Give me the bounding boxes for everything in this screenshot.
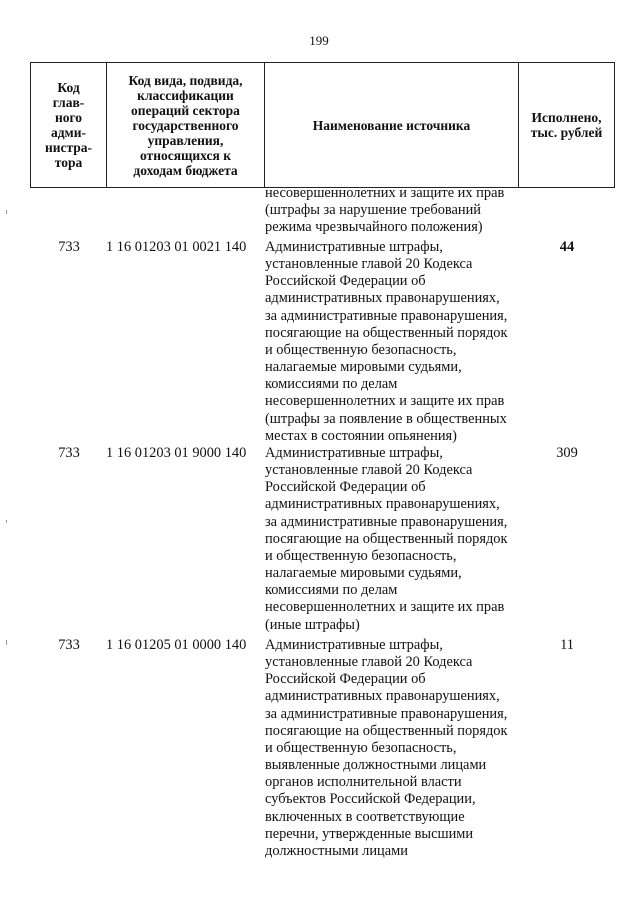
header-source-name (265, 63, 519, 188)
source-name-line: несовершеннолетних и защите их прав (265, 393, 505, 410)
source-name-cell (265, 239, 537, 445)
source-name-line: Российской Федерации об (265, 273, 426, 290)
header-admin-code (31, 63, 107, 188)
amount-cell: 309 (556, 445, 578, 461)
source-name-line: перечни, утвержденные высшими (265, 825, 474, 842)
header-classification-code (107, 63, 265, 188)
header-classification-line: управления, (147, 132, 224, 148)
admin-code-cell: 733 (58, 239, 80, 255)
header-executed-line: Исполнено, (531, 110, 602, 125)
source-name-line: и общественную безопасность, (265, 739, 457, 756)
header-admin-code-line: адми- (50, 125, 87, 140)
source-name-line: за административные правонарушения, (265, 307, 508, 324)
header-classification-line: операций сектора (131, 102, 240, 118)
source-name-line: Российской Федерации об (265, 479, 426, 496)
source-name-line: за административные правонарушения, (265, 513, 508, 530)
source-name-line: за административные правонарушения, (265, 705, 508, 722)
source-name-line: включенных в соответствующие (265, 808, 465, 825)
continuation-line: режима чрезвычайного положения) (265, 219, 483, 236)
source-name-line: должностными лицами (265, 842, 408, 859)
header-classification-line: относящихся к (139, 147, 231, 163)
source-name-line: местах в состоянии опьянения) (265, 427, 457, 444)
source-name-line: посягающие на общественный порядок (265, 722, 508, 739)
header-classification-line: государственного (132, 117, 239, 133)
source-name-line: Административные штрафы, (265, 637, 443, 653)
page-number: 199 (309, 33, 329, 48)
amount-cell: 11 (560, 637, 574, 653)
header-admin-code-line: ного (54, 110, 83, 125)
source-name-line: субъектов Российской Федерации, (265, 791, 476, 808)
source-name-cell (265, 637, 537, 860)
source-name-cell (265, 445, 537, 634)
source-name-line: Административные штрафы, (265, 239, 443, 255)
source-name-line: органов исполнительной власти (265, 774, 462, 791)
continuation-line: несовершеннолетних и защите их прав (265, 185, 505, 201)
source-name-line: налагаемые мировыми судьями, (265, 565, 462, 582)
header-classification-line: Код вида, подвида, (128, 72, 243, 88)
classification-code-cell: 1 16 01205 01 0000 140 (106, 637, 247, 653)
source-name-line: посягающие на общественный порядок (265, 530, 508, 547)
classification-code-cell: 1 16 01203 01 0021 140 (106, 239, 247, 255)
header-executed (519, 63, 615, 188)
header-classification-line: доходам бюджета (133, 162, 238, 178)
source-name-line: и общественную безопасность, (265, 547, 457, 564)
header-source-name-text: Наименование источника (312, 117, 471, 133)
scan-mark (6, 640, 7, 645)
scan-mark (6, 520, 7, 523)
source-name-line: установленные главой 20 Кодекса (265, 654, 473, 671)
source-name-line: административных правонарушениях, (265, 496, 500, 513)
source-name-line: выявленные должностными лицами (265, 757, 487, 774)
source-name-line: Административные штрафы, (265, 445, 443, 461)
source-name-line: установленные главой 20 Кодекса (265, 256, 473, 273)
header-admin-code-line: Код (57, 80, 80, 95)
source-name-line: посягающие на общественный порядок (265, 324, 508, 341)
source-name-line: и общественную безопасность, (265, 341, 457, 358)
source-name-line: Российской Федерации об (265, 671, 426, 688)
source-name-line: (иные штрафы) (265, 616, 360, 633)
source-name-line: комиссиями по делам (265, 582, 398, 599)
header-executed-line: тыс. рублей (530, 125, 603, 140)
header-admin-code-line: тора (54, 155, 83, 170)
scan-mark (6, 210, 7, 214)
source-name-line: установленные главой 20 Кодекса (265, 462, 473, 479)
source-name-line: несовершеннолетних и защите их прав (265, 599, 505, 616)
table-header (30, 62, 615, 188)
source-name-line: административных правонарушениях, (265, 688, 500, 705)
source-name-line: административных правонарушениях, (265, 290, 500, 307)
amount-cell: 44 (559, 239, 575, 255)
header-admin-code-line: глав- (52, 95, 85, 110)
header-admin-code-line: нистра- (44, 140, 93, 155)
classification-code-cell: 1 16 01203 01 9000 140 (106, 445, 247, 461)
header-classification-line: классификации (137, 87, 234, 103)
admin-code-cell: 733 (58, 637, 80, 653)
admin-code-cell: 733 (58, 445, 80, 461)
source-name-line: налагаемые мировыми судьями, (265, 359, 462, 376)
source-name-line: комиссиями по делам (265, 376, 398, 393)
continuation-line: (штрафы за нарушение требований (265, 202, 481, 219)
source-name-line: (штрафы за появление в общественных (265, 410, 507, 427)
